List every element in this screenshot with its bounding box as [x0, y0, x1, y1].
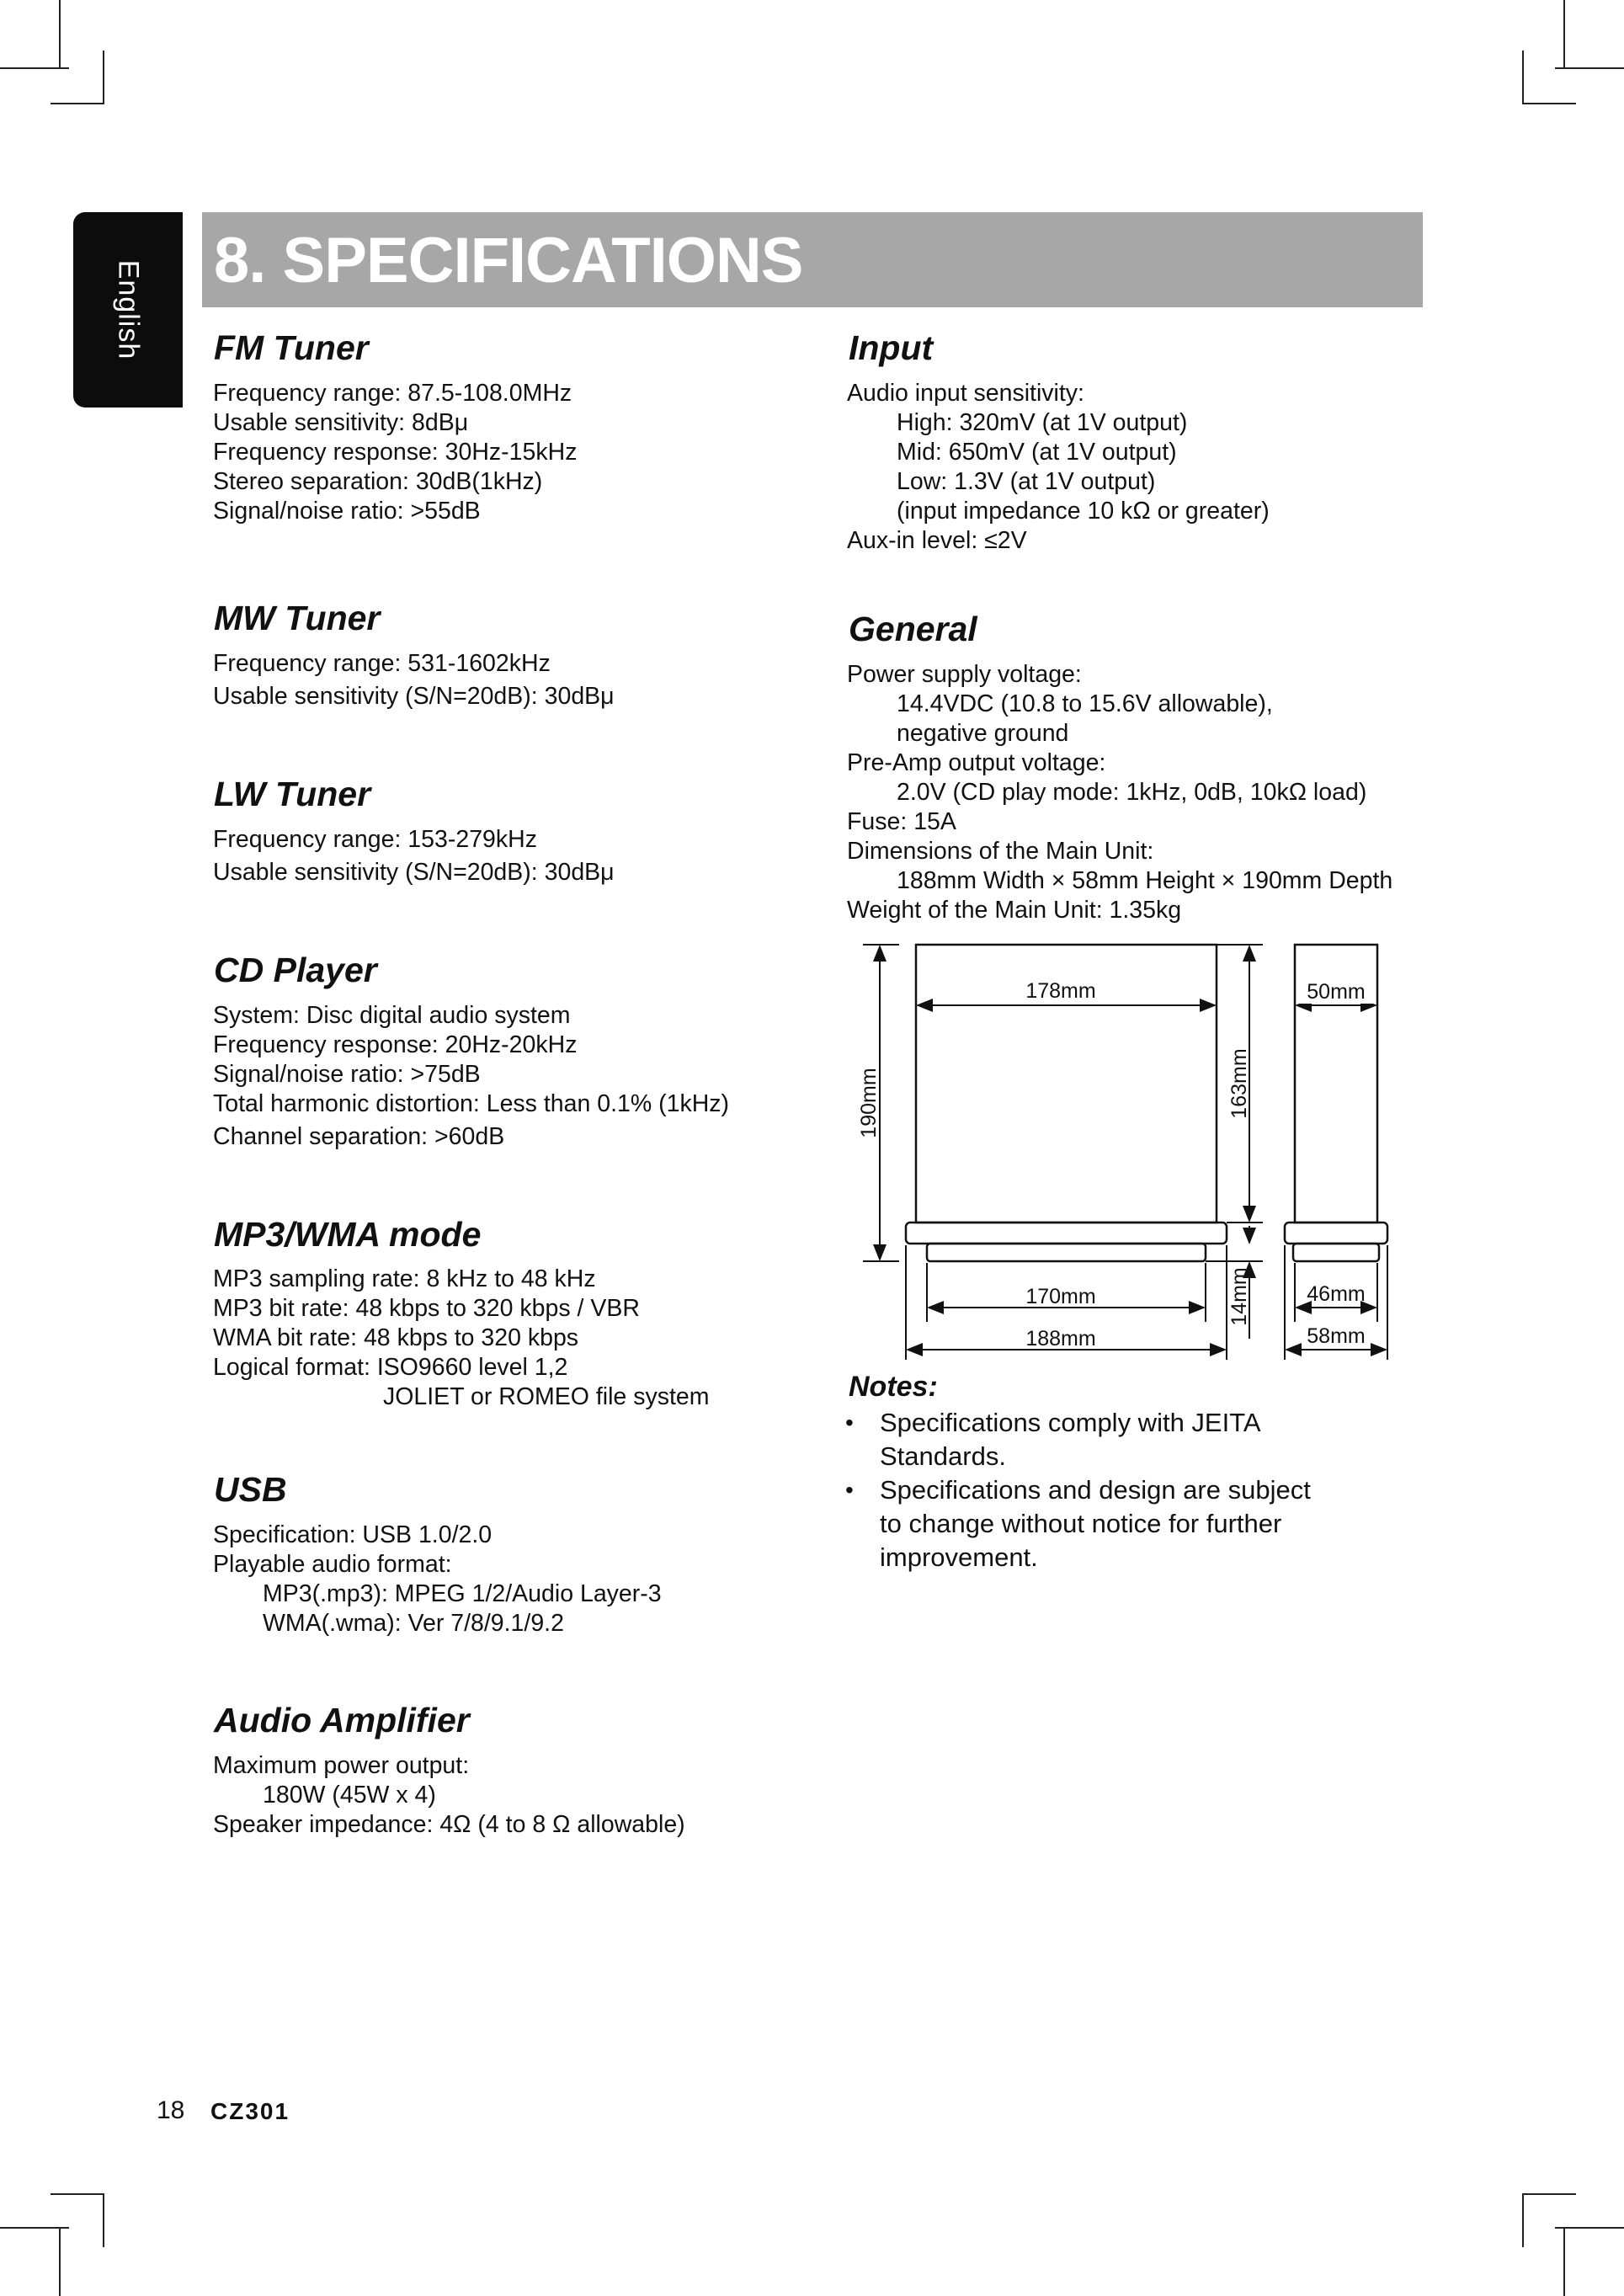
notes-heading: Notes: [849, 1371, 938, 1403]
general-heading: General [849, 610, 977, 648]
spec-line: Usable sensitivity (S/N=20dB): 30dBμ [213, 859, 615, 886]
usb-heading: USB [214, 1470, 287, 1509]
spec-line: Signal/noise ratio: >75dB [213, 1061, 481, 1088]
side-view-base [1293, 1244, 1379, 1261]
spec-line: Mid: 650mV (at 1V output) [897, 439, 1177, 466]
note-line: Specifications comply with JEITA [880, 1408, 1261, 1437]
spec-line: MP3 bit rate: 48 kbps to 320 kbps / VBR [213, 1295, 640, 1322]
spec-line: Frequency range: 87.5-108.0MHz [213, 380, 572, 407]
front-view-base [927, 1244, 1206, 1261]
spec-line: Usable sensitivity: 8dBμ [213, 409, 469, 436]
model-name: CZ301 [210, 2098, 290, 2124]
spec-line: Aux-in level: ≤2V [847, 527, 1027, 554]
side-view-faceplate [1285, 1223, 1387, 1244]
page-title: 8. SPECIFICATIONS [214, 225, 803, 296]
dim-14-label: 14mm [1227, 1267, 1251, 1326]
spec-line: Stereo separation: 30dB(1kHz) [213, 468, 543, 495]
spec-line: JOLIET or ROMEO file system [383, 1383, 710, 1410]
dim-178-label: 178mm [1025, 979, 1096, 1003]
spec-line: 14.4VDC (10.8 to 15.6V allowable), [897, 690, 1273, 717]
spec-line: 2.0V (CD play mode: 1kHz, 0dB, 10kΩ load) [897, 779, 1367, 806]
dim-163-label: 163mm [1227, 1048, 1251, 1119]
spec-line: negative ground [897, 720, 1069, 747]
input-heading: Input [849, 328, 934, 367]
spec-line: Usable sensitivity (S/N=20dB): 30dBμ [213, 683, 615, 710]
spec-line: Channel separation: >60dB [213, 1123, 505, 1150]
spec-line: High: 320mV (at 1V output) [897, 409, 1188, 436]
spec-line: Weight of the Main Unit: 1.35kg [847, 897, 1182, 924]
spec-line: Specification: USB 1.0/2.0 [213, 1521, 493, 1548]
spec-line: Fuse: 15A [847, 808, 956, 835]
spec-line: Total harmonic distortion: Less than 0.1% (1kHz) [213, 1090, 730, 1117]
spec-line: Maximum power output: [213, 1752, 470, 1779]
dim-50-label: 50mm [1307, 980, 1366, 1004]
spec-line: Frequency response: 20Hz-20kHz [213, 1031, 578, 1058]
spec-line: MP3 sampling rate: 8 kHz to 48 kHz [213, 1265, 596, 1292]
spec-line: WMA bit rate: 48 kbps to 320 kbps [213, 1324, 579, 1351]
spec-line: Dimensions of the Main Unit: [847, 838, 1154, 865]
page-number: 18 [157, 2096, 185, 2124]
cd-player-heading: CD Player [214, 951, 377, 989]
spec-line: Frequency response: 30Hz-15kHz [213, 439, 578, 466]
dim-188-label: 188mm [1025, 1327, 1096, 1350]
dim-190-label: 190mm [857, 1068, 881, 1138]
mw-tuner-heading: MW Tuner [214, 599, 381, 637]
dim-58-label: 58mm [1307, 1324, 1366, 1348]
bullet-dot: • [845, 1477, 854, 1503]
spec-line: 180W (45W x 4) [263, 1782, 436, 1809]
spec-line: Logical format: ISO9660 level 1,2 [213, 1354, 568, 1381]
note-line: to change without notice for further [880, 1509, 1282, 1538]
spec-line: Pre-Amp output voltage: [847, 749, 1106, 776]
note-line: Specifications and design are subject [880, 1475, 1311, 1505]
spec-line: MP3(.mp3): MPEG 1/2/Audio Layer-3 [263, 1580, 662, 1607]
spec-line: System: Disc digital audio system [213, 1002, 571, 1029]
spec-line: Power supply voltage: [847, 661, 1082, 688]
lw-tuner-heading: LW Tuner [214, 775, 371, 813]
note-line: improvement. [880, 1542, 1038, 1572]
spec-line: Low: 1.3V (at 1V output) [897, 468, 1156, 495]
audio-amplifier-heading: Audio Amplifier [214, 1701, 470, 1739]
dim-46-label: 46mm [1307, 1282, 1366, 1306]
spec-line: Audio input sensitivity: [847, 380, 1084, 407]
dim-170-label: 170mm [1025, 1285, 1096, 1308]
spec-line: (input impedance 10 kΩ or greater) [897, 498, 1270, 525]
spec-line: WMA(.wma): Ver 7/8/9.1/9.2 [263, 1610, 564, 1637]
language-tab-label: English [112, 259, 145, 360]
note-line: Standards. [880, 1441, 1006, 1471]
spec-line: Speaker impedance: 4Ω (4 to 8 Ω allowable) [213, 1811, 685, 1838]
spec-line: Frequency range: 531-1602kHz [213, 650, 551, 677]
fm-tuner-heading: FM Tuner [214, 328, 369, 367]
front-view-faceplate [906, 1223, 1227, 1244]
spec-line: 188mm Width × 58mm Height × 190mm Depth [897, 867, 1393, 894]
mp3-wma-heading: MP3/WMA mode [214, 1215, 482, 1254]
spec-line: Playable audio format: [213, 1551, 452, 1578]
spec-line: Signal/noise ratio: >55dB [213, 498, 481, 525]
bullet-dot: • [845, 1409, 854, 1436]
spec-line: Frequency range: 153-279kHz [213, 826, 537, 853]
